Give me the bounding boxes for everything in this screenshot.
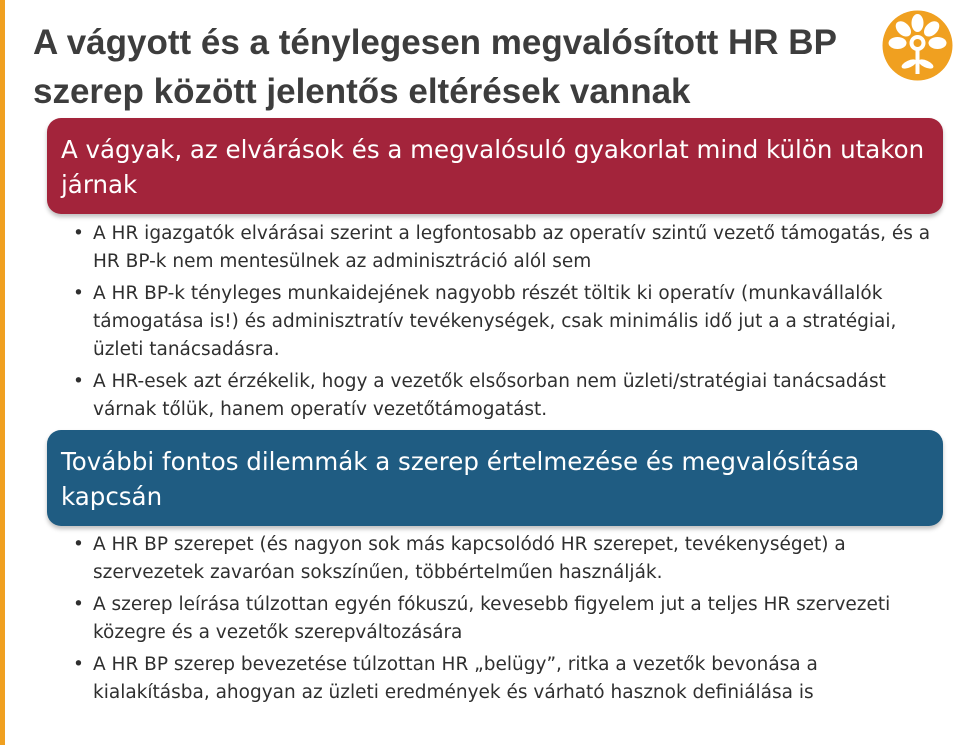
section-1-heading-banner [47, 118, 943, 214]
bullet-icon: • [73, 654, 84, 675]
bullet-icon: • [73, 223, 84, 244]
bullet-icon: • [73, 283, 84, 304]
section-2-heading: További fontos dilemmák a szerep értelmezése és megvalósítása kapcsán [61, 447, 860, 511]
list-item: • A szerep leírása túlzottan egyén fókuszú, kevesebb figyelem jut a teljes HR szervezeti közegre és a vezetők szerepváltozására [73, 591, 933, 647]
bullet-icon: • [73, 534, 84, 555]
list-item: • A HR igazgatók elvárásai szerint a legfontosabb az operatív szintű vezető támogatás, és a HR BP-k nem mentesülnek az adminisztráció alól sem [73, 220, 933, 276]
bullet-icon: • [73, 594, 84, 615]
left-accent-stripe [0, 0, 5, 745]
bullet-icon: • [73, 371, 84, 392]
list-item: • A HR BP-k tényleges munkaidejének nagyobb részét töltik ki operatív (munkavállalók támogatása is!) és adminisztratív tevékenységek, csak minimális idő jut a a stratégiai, üzleti tanácsadásra. [73, 280, 933, 364]
slide-title: A vágyott és a ténylegesen megvalósított HR BP szerep között jelentős eltérések vannak [33, 23, 837, 111]
section-1-heading: A vágyak, az elvárások és a megvalósuló gyakorlat mind külön utakon járnak [61, 135, 925, 199]
orange-flower-logo-icon [880, 8, 955, 83]
list-item: • A HR-esek azt érzékelik, hogy a vezetők elsősorban nem üzleti/stratégiai tanácsadást várnak tőlük, hanem operatív vezetőtámogatást. [73, 368, 933, 424]
section-2-bullet-list [73, 531, 933, 711]
list-item: • A HR BP szerep bevezetése túlzottan HR „belügy”, ritka a vezetők bevonása a kialakításba, ahogyan az üzleti eredmények és várható hasznok definiálása is [73, 651, 933, 707]
list-item: • A HR BP szerepet (és nagyon sok más kapcsolódó HR szerepet, tevékenységet) a szervezetek zavaróan sokszínűen, többértelműen használják. [73, 531, 933, 587]
section-2-heading-banner [47, 430, 943, 526]
section-1-bullet-list [73, 220, 933, 428]
